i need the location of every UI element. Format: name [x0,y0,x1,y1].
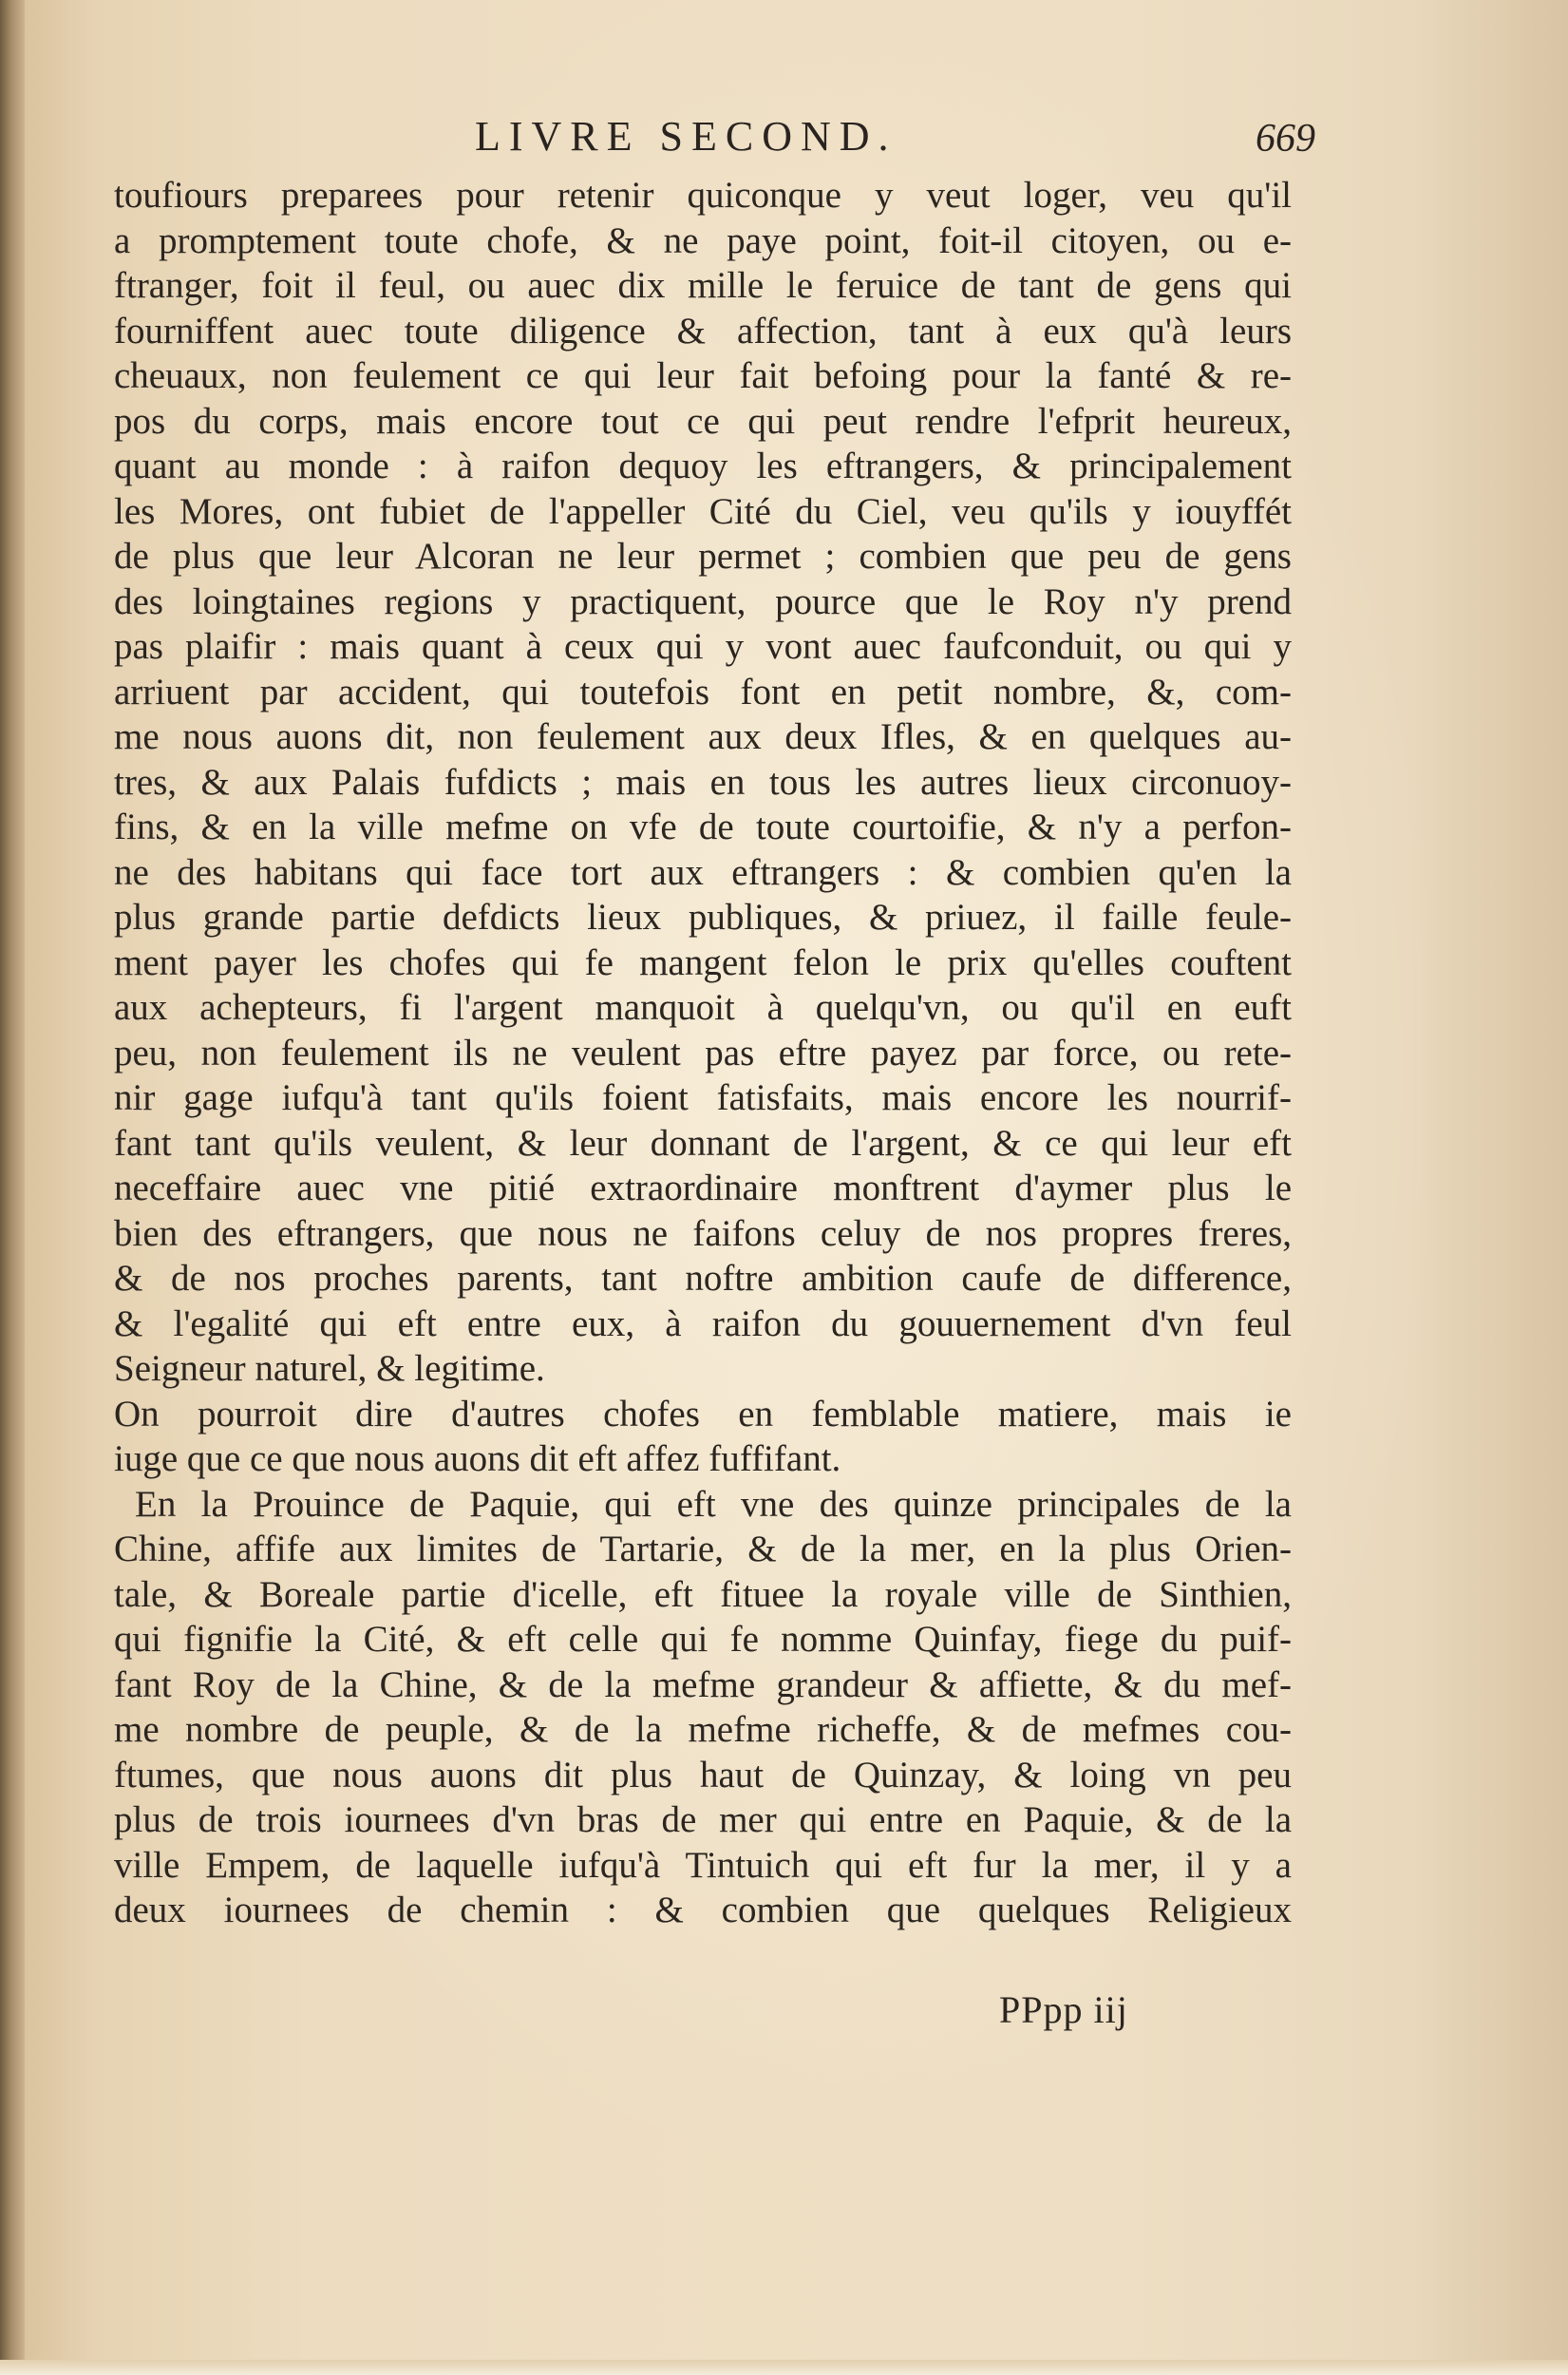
text-line: qui fignifie la Cité, & eft celle qui fe nomme Quinfay, fiege du puif- [114,1619,1292,1660]
text-line: En la Prouince de Paquie, qui eft vne des quinze principales de la [135,1483,1292,1525]
text-line: ne des habitans qui face tort aux eftrangers : & combien qu'en la [114,851,1292,893]
text-line: de plus que leur Alcoran ne leur permet ; combien que peu de gens [114,536,1292,577]
text-line: tale, & Boreale partie d'icelle, eft fituee la royale ville de Sinthien, [114,1573,1292,1615]
text-line: ftranger, foit il feul, ou auec dix mille le feruice de tant de gens qui [114,265,1292,306]
text-line: des loingtaines regions y practiquent, pource que le Roy n'y prend [114,580,1292,622]
text-line: toufiours preparees pour retenir quiconque y veut loger, veu qu'il [114,175,1292,216]
page-number: 669 [1256,117,1315,161]
text-line: peu, non feulement ils ne veulent pas eftre payez par force, ou rete- [114,1032,1292,1074]
text-line: iuge que ce que nous auons dit eft affez fuffifant. [114,1438,841,1479]
text-line: nir gage iufqu'à tant qu'ils foient fatisfaits, mais encore les nourrif- [114,1077,1292,1118]
text-line: pas plaifir : mais quant à ceux qui y vont auec faufconduit, ou qui y [114,626,1292,667]
signature-mark: PPpp iij [999,1988,1128,2031]
paragraph-1 [114,173,1292,1392]
text-line: On pourroit dire d'autres chofes en femblable matiere, mais ie [114,1393,1292,1434]
text-line: bien des eftrangers, que nous ne faifons celuy de nos propres freres, [114,1212,1292,1254]
text-line: fourniffent auec toute diligence & affection, tant à eux qu'à leurs [114,310,1292,352]
text-line: plus grande partie defdicts lieux publiques, & priuez, il faille feule- [114,897,1292,938]
text-line: neceffaire auec vne pitié extraordinaire monftrent d'aymer plus le [114,1168,1292,1208]
text-line: aux achepteurs, fi l'argent manquoit à quelqu'vn, ou qu'il en euft [114,987,1292,1028]
text-line: arriuent par accident, qui toutefois font en petit nombre, &, com- [114,671,1292,712]
text-line: ville Empem, de laquelle iufqu'à Tintuich qui eft fur la mer, il y a [114,1844,1292,1886]
text-line: & de nos proches parents, tant noftre ambition caufe de difference, [114,1258,1292,1299]
book-spine-shadow [0,0,25,2375]
text-line: Seigneur naturel, & legitime. [114,1348,545,1389]
text-line: deux iournees de chemin : & combien que quelques Religieux [114,1890,1292,1930]
text-line: me nous auons dit, non feulement aux deux Ifles, & en quelques au- [114,716,1292,757]
text-line: Chine, affife aux limites de Tartarie, & de la mer, en la plus Orien- [114,1529,1292,1569]
text-line: cheuaux, non feulement ce qui leur fait befoing pour la fanté & re- [114,355,1292,396]
text-line: ment payer les chofes qui fe mangent felon le prix qu'elles couftent [114,941,1292,983]
text-line: les Mores, ont fubiet de l'appeller Cité du Ciel, veu qu'ils y iouyffét [114,490,1292,532]
page-header [114,112,1315,169]
paragraph-2 [114,1392,1292,1482]
text-line: & l'egalité qui eft entre eux, à raifon du gouuernement d'vn feul [114,1302,1292,1344]
page-bottom-edge [0,2360,1568,2375]
paragraph-3 [114,1482,1292,1933]
text-line: quant au monde : à raifon dequoy les eftrangers, & principalement [114,446,1292,486]
text-line: fant tant qu'ils veulent, & leur donnant de l'argent, & ce qui leur eft [114,1122,1292,1164]
text-line: fins, & en la ville mefme on vfe de toute courtoifie, & n'y a perfon- [114,807,1292,847]
text-line: plus de trois iournees d'vn bras de mer qui entre en Paquie, & de la [114,1799,1292,1840]
body-text [114,173,1292,1933]
running-title: LIVRE SECOND. [475,113,897,160]
text-line: tres, & aux Palais fufdicts ; mais en tous les autres lieux circonuoy- [114,761,1292,803]
text-line: me nombre de peuple, & de la mefme richeffe, & de mefmes cou- [114,1709,1292,1750]
text-line: a promptement toute chofe, & ne paye point, foit-il citoyen, ou e- [114,219,1292,261]
text-line: fant Roy de la Chine, & de la mefme grandeur & affiette, & du mef- [114,1663,1292,1705]
text-line: pos du corps, mais encore tout ce qui peut rendre l'efprit heureux, [114,400,1292,442]
text-line: ftumes, que nous auons dit plus haut de Quinzay, & loing vn peu [114,1754,1292,1796]
